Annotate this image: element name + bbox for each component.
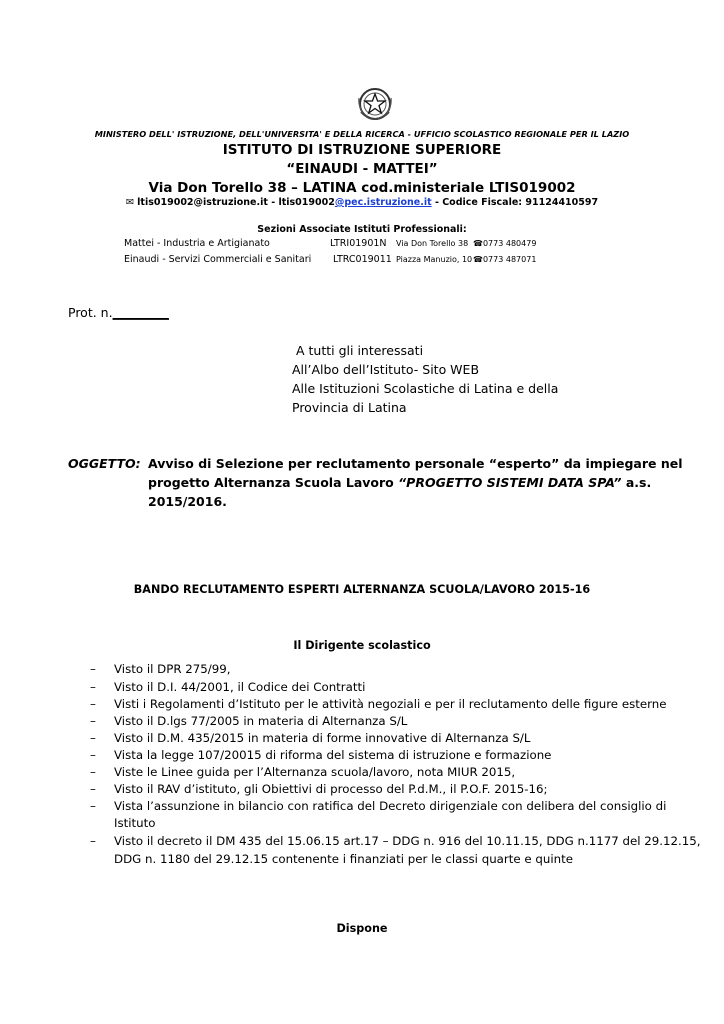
sezioni-title: Sezioni Associate Istituti Professionali:: [257, 224, 467, 235]
envelope-icon: ✉: [125, 197, 134, 208]
contacts-line: [0, 197, 724, 208]
sezione-address: Via Don Torello 38: [396, 239, 469, 248]
oggetto-line-3: 2015/2016.: [148, 494, 227, 509]
recipient-line: A tutti gli interessati: [296, 343, 424, 358]
dirigente-title: Il Dirigente scolastico: [293, 639, 431, 652]
oggetto-label: OGGETTO:: [68, 456, 141, 471]
pec-link[interactable]: @pec.istruzione.it: [334, 197, 432, 208]
school-address: Via Don Torello 38 – LATINA cod.ministeriale LTIS019002: [148, 180, 576, 196]
sezione-name: Einaudi - Servizi Commerciali e Sanitari: [124, 254, 312, 265]
protocol-blank: _________: [112, 305, 169, 320]
ministry-line: MINISTERO DELL' ISTRUZIONE, DELL'UNIVERSITA' E DELLA RICERCA - UFFICIO SCOLASTICO REGIONALE PER IL LAZIO: [94, 129, 630, 139]
sezione-name: Mattei - Industria e Artigianato: [124, 238, 270, 249]
oggetto-line-1: Avviso di Selezione per reclutamento personale “esperto” da impiegare nel: [148, 456, 683, 471]
oggetto-line-2: progetto Alternanza Scuola Lavoro “PROGETTO SISTEMI DATA SPA” a.s.: [148, 475, 652, 490]
fiscal-code: - Codice Fiscale: 91124410597: [434, 197, 599, 208]
republic-emblem-icon: [355, 86, 395, 124]
school-name: “EINAUDI - MATTEI”: [286, 161, 438, 177]
phone-icon: ☎: [473, 239, 483, 248]
project-name: “PROGETTO SISTEMI DATA SPA”: [398, 475, 622, 490]
dispone-heading: Dispone: [336, 922, 388, 935]
separator: -: [271, 197, 276, 208]
protocol-number: Prot. n._________: [68, 305, 169, 320]
recipient-line: Provincia di Latina: [292, 400, 407, 415]
school-type: ISTITUTO DI ISTRUZIONE SUPERIORE: [222, 142, 502, 158]
sezione-code: LTRI01901N: [330, 238, 387, 249]
sezione-phone: ☎0773 480479: [473, 239, 537, 248]
sezione-address: Piazza Manuzio, 10: [396, 255, 473, 264]
sezione-phone: ☎0773 487071: [473, 255, 537, 264]
recipient-line: Alle Istituzioni Scolastiche di Latina e della: [292, 381, 559, 396]
email-text: ltis019002@istruzione.it: [137, 197, 268, 208]
sezione-code: LTRC019011: [333, 254, 392, 265]
bando-title: BANDO RECLUTAMENTO ESPERTI ALTERNANZA SCUOLA/LAVORO 2015-16: [133, 583, 591, 596]
recipient-line: All’Albo dell’Istituto- Sito WEB: [292, 362, 480, 377]
phone-icon: ☎: [473, 255, 483, 264]
pec-prefix: ltis019002: [278, 197, 335, 208]
